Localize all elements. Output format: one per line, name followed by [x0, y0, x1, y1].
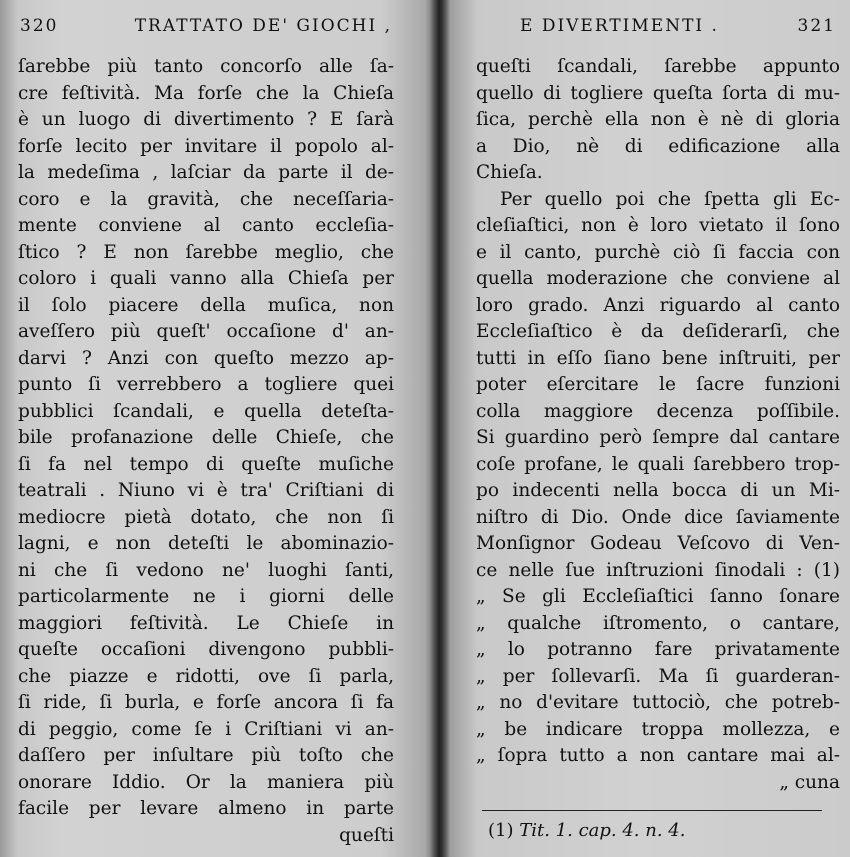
- text-line: ſtico ? E non ſarebbe meglio, che: [18, 241, 394, 263]
- text-line: ce nelle ſue inſtruzioni ſinodali : (1): [476, 559, 840, 581]
- right-running-head: E DIVERTIMENTI .: [520, 16, 719, 36]
- text-line: coro e la gravità, che neceſſaria-: [18, 188, 394, 210]
- text-line: „ per ſollevarſi. Ma ſi guarderan-: [476, 665, 840, 687]
- text-line: ſica, perchè ella non è nè di gloria: [476, 109, 840, 130]
- text-line: queſti ſcandali, ſarebbe appunto: [476, 56, 840, 77]
- right-page-text: [476, 54, 840, 796]
- text-line: ſarebbe più tanto concorſo alle ſa-: [18, 56, 394, 77]
- text-line: è un luogo di divertimento ? E ſarà: [18, 109, 394, 130]
- text-line: mente conviene al canto eccleſia-: [18, 215, 394, 236]
- text-line: quella moderazione che conviene al: [476, 268, 840, 289]
- text-line: Per quello poi che ſpetta gli Ec-: [500, 188, 840, 210]
- text-line: queſte occaſioni divengono pubbli-: [18, 639, 394, 660]
- footnote-rule: [482, 810, 822, 811]
- right-page: [438, 0, 850, 857]
- text-line: ni che ſi vedono ne' luoghi ſanti,: [18, 559, 394, 581]
- text-line: che piazze e ridotti, ove ſi parla,: [18, 665, 394, 687]
- text-line: forſe lecito per invitare il popolo al-: [18, 135, 394, 157]
- text-line: il ſolo piacere della muſica, non: [18, 294, 394, 316]
- text-line: Eccleſiaſtico è da deſiderarſi, che: [476, 321, 840, 342]
- text-line: „ qualche iſtromento, o cantare,: [476, 612, 840, 634]
- text-line: teatrali . Niuno vi è tra' Criſtiani di: [18, 480, 394, 501]
- text-line: loro grado. Anzi riguardo al canto: [476, 294, 840, 316]
- text-line: ſi ride, ſi burla, e forſe ancora ſi fa: [18, 692, 394, 713]
- text-line: „ no d'evitare tuttociò, che potreb-: [476, 692, 840, 713]
- text-line: darvi ? Anzi con queſto mezzo ap-: [18, 347, 394, 369]
- text-line: quello di togliere queſta ſorta di mu-: [476, 82, 840, 104]
- left-page-header: [20, 16, 392, 36]
- text-line: facile per levare almeno in parte: [18, 798, 394, 819]
- text-line: Si guardino però ſempre dal cantare: [476, 427, 840, 448]
- text-line: niſtro di Dio. Onde dice ſaviamente: [476, 506, 840, 528]
- text-line: „ lo potranno fare privatamente: [476, 639, 840, 660]
- left-page-number: 320: [20, 16, 59, 36]
- left-page-text: [18, 54, 394, 849]
- text-line: maggiori feſtività. Le Chieſe in: [18, 612, 394, 634]
- text-line: lagni, e non deteſti le abominazio-: [18, 533, 394, 554]
- text-line: punto ſi verrebbero a togliere quei: [18, 374, 394, 395]
- footnote-marker: (1): [488, 820, 514, 841]
- text-line: mediocre pietà dotato, che non ſi: [18, 506, 394, 528]
- text-line: bile profanazione delle Chieſe, che: [18, 427, 394, 448]
- text-line: „ cuna: [779, 771, 840, 793]
- text-line: „ Se gli Eccleſiaſtici ſanno ſonare: [476, 586, 840, 607]
- left-running-head: TRATTATO DE' GIOCHI ,: [134, 16, 392, 36]
- right-page-number: 321: [797, 16, 836, 36]
- text-line: aveſſero più queſt' occaſione d' an-: [18, 321, 394, 342]
- catchword: queſti: [339, 824, 394, 846]
- text-line: ſi fa nel tempo di queſte muſiche: [18, 453, 394, 475]
- text-line: „ ſopra tutto a non cantare mai al-: [476, 745, 840, 766]
- text-line: Monſignor Godeau Veſcovo di Ven-: [476, 533, 840, 554]
- text-line: poter eſercitare le ſacre funzioni: [476, 374, 840, 395]
- text-line: tutti in eſſo ſiano bene inſtruiti, per: [476, 347, 840, 369]
- right-page-header: [520, 16, 836, 36]
- text-line: Chieſa.: [476, 162, 543, 183]
- text-line: e il canto, purchè ciò ſi faccia con: [476, 241, 840, 263]
- text-line: po indecenti nella bocca di un Mi-: [476, 480, 840, 501]
- text-line: coſe profane, le quali ſarebbero trop-: [476, 453, 840, 475]
- text-line: la medeſima , laſciar da parte il de-: [18, 162, 394, 183]
- text-line: cleſiaſtici, non è loro vietato il ſono: [476, 215, 840, 236]
- text-line: a Dio, nè di edificazione alla: [476, 135, 840, 157]
- text-line: „ be indicare troppa mollezza, e: [476, 718, 840, 740]
- footnote: [488, 820, 685, 841]
- footnote-text: Tit. 1. cap. 4. n. 4.: [519, 820, 686, 841]
- text-line: onorare Iddio. Or la maniera più: [18, 771, 394, 793]
- text-line: colla maggiore decenza poſſibile.: [476, 400, 840, 422]
- text-line: daſſero per inſultare più toſto che: [18, 745, 394, 766]
- text-line: di peggio, come ſe i Criſtiani vi an-: [18, 718, 394, 740]
- text-line: coloro i quali vanno alla Chieſa per: [18, 268, 394, 289]
- text-line: cre feſtività. Ma forſe che la Chieſa: [18, 82, 394, 104]
- text-line: particolarmente ne i giorni delle: [18, 586, 394, 607]
- text-line: pubblici ſcandali, e quella deteſta-: [18, 400, 394, 422]
